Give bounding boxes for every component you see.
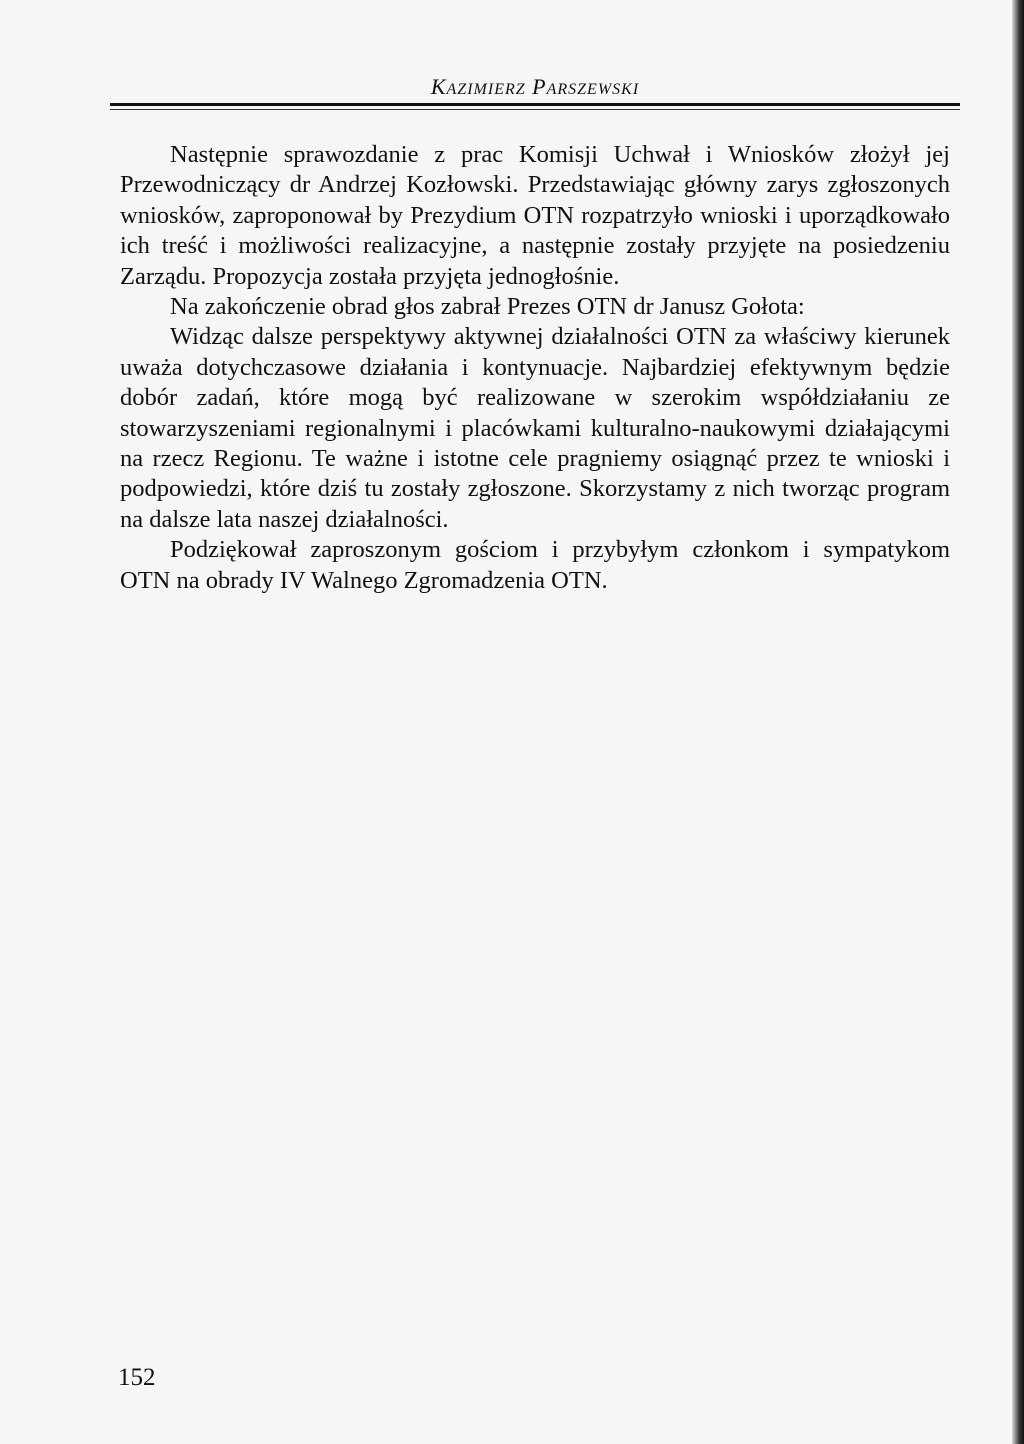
author-first-rest: AZIMIERZ xyxy=(446,81,526,98)
bleed-through-texture xyxy=(118,600,958,972)
page-edge-shadow xyxy=(1012,0,1024,1444)
paragraph-1: Następnie sprawozdanie z prac Komisji Uchwał i Wniosków złożył jej Przewodniczący dr Andrzej Kozłowski. Przedstawiając główny zarys zgłoszonych wniosków, zaproponował by Prezydium OTN rozpatrzyło wnioski i uporządkowało ich treść i możliwości realizacyjne, a następnie zostały przyjęte na posiedzeniu Zarządu. Propozycja została przyjęta jednogłośnie. xyxy=(120,141,950,290)
author-last-rest: ARSZEWSKI xyxy=(546,81,640,98)
header-rule-thin xyxy=(110,109,960,110)
paragraph-2: Na zakończenie obrad głos zabrał Prezes OTN dr Janusz Gołota: xyxy=(170,293,805,321)
page-number: 152 xyxy=(118,1364,156,1391)
body-text xyxy=(120,140,950,596)
author-first-initial: K xyxy=(430,74,447,99)
paragraph-3: Widząc dalsze perspektywy aktywnej działalności OTN za właściwy kierunek uważa dotychczasowe działania i kontynuacje. Najbardziej efektywnym będzie dobór zadań, które mogą być realizowane w szerokim współdziałaniu ze stowarzyszeniami regionalnymi i placówkami kulturalno-naukowymi działającymi na rzecz Regionu. Te ważne i istotne cele pragniemy osiągnąć przez te wnioski i podpowiedzi, które dziś tu zostały zgłoszone. Skorzystamy z nich tworząc program na dalsze lata naszej działalności. xyxy=(120,323,950,533)
paragraph-4: Podziękował zaproszonym gościom i przybyłym członkom i sympatykom OTN na obrady IV Walnego Zgromadzenia OTN. xyxy=(120,536,950,594)
header-rule-thick xyxy=(110,103,960,106)
author-last-initial: P xyxy=(532,74,547,99)
running-header xyxy=(110,74,960,100)
